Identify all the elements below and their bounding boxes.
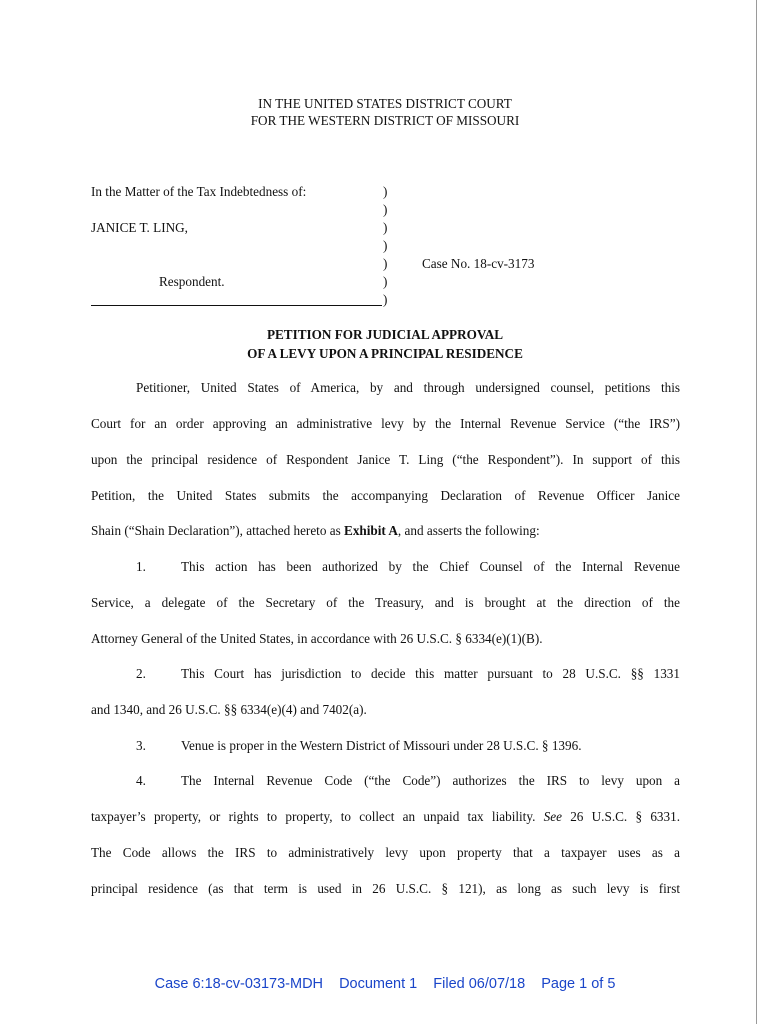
ecf-footer-stamp <box>0 976 770 992</box>
caption-paren: ) <box>383 292 388 307</box>
paragraph-line: This Court has jurisdiction to decide this matter pursuant to 28 U.S.C. §§ 1331 <box>181 666 680 681</box>
paragraph-number: 2. <box>136 666 146 681</box>
paragraph-line: principal residence (as that term is used in 26 U.S.C. § 121), as long as such levy is first <box>91 881 680 896</box>
page-edge <box>756 0 757 1024</box>
petition-title <box>0 325 770 363</box>
caption-matter: In the Matter of the Tax Indebtedness of: <box>91 184 307 199</box>
exhibit-reference: Exhibit A <box>344 523 398 538</box>
intro-text: , and asserts the following: <box>397 523 540 538</box>
intro-line: Petition, the United States submits the accompanying Declaration of Revenue Officer Janice <box>91 488 680 503</box>
footer-case: Case 6:18-cv-03173-MDH <box>154 976 324 992</box>
caption-paren: ) <box>383 274 388 289</box>
title-line: PETITION FOR JUDICIAL APPROVAL <box>266 327 504 342</box>
court-heading <box>0 95 770 129</box>
caption-respondent-name: JANICE T. LING, <box>91 220 188 235</box>
court-district: FOR THE WESTERN DISTRICT OF MISSOURI <box>250 113 520 128</box>
paragraph-number: 1. <box>136 559 146 574</box>
title-line: OF A LEVY UPON A PRINCIPAL RESIDENCE <box>247 346 523 361</box>
caption-respondent-role: Respondent. <box>159 274 225 289</box>
paragraph-line: and 1340, and 26 U.S.C. §§ 6334(e)(4) and 7402(a). <box>91 702 367 717</box>
footer-page: Page 1 of 5 <box>541 976 616 992</box>
caption-paren: ) <box>383 220 388 235</box>
paragraph-text: 26 U.S.C. § 6331. <box>561 809 680 824</box>
paragraph-line <box>91 808 680 826</box>
intro-line: Court for an order approving an administrative levy by the Internal Revenue Service (“the IRS”) <box>91 416 680 431</box>
paragraph-number: 3. <box>136 738 146 753</box>
footer-document: Document 1 <box>339 976 418 992</box>
paragraph-line: Attorney General of the United States, in accordance with 26 U.S.C. § 6334(e)(1)(B). <box>91 631 543 646</box>
intro-line: upon the principal residence of Respondent Janice T. Ling (“the Respondent”). In support of this <box>91 452 680 467</box>
paragraph-line: Service, a delegate of the Secretary of the Treasury, and is brought at the direction of the <box>91 595 680 610</box>
citation-signal: See <box>543 809 562 824</box>
footer-filed: Filed 06/07/18 <box>433 976 526 992</box>
intro-text: Shain (“Shain Declaration”), attached hereto as <box>91 523 345 538</box>
paragraph-line: Venue is proper in the Western District of Missouri under 28 U.S.C. § 1396. <box>181 738 582 753</box>
paragraph-number: 4. <box>136 773 146 788</box>
paragraph-line: The Internal Revenue Code (“the Code”) authorizes the IRS to levy upon a <box>181 773 680 788</box>
case-number: Case No. 18-cv-3173 <box>422 256 535 271</box>
caption-parentheses <box>383 183 395 309</box>
court-name: IN THE UNITED STATES DISTRICT COURT <box>258 96 512 111</box>
paragraph-line: The Code allows the IRS to administratively levy upon property that a taxpayer uses as a <box>91 845 680 860</box>
caption-paren: ) <box>383 184 388 199</box>
intro-line <box>91 522 680 540</box>
intro-line: Petitioner, United States of America, by and through undersigned counsel, petitions this <box>136 380 680 395</box>
paragraph-text: taxpayer’s property, or rights to property, to collect an unpaid tax liability. <box>91 809 544 824</box>
paragraph-line: This action has been authorized by the Chief Counsel of the Internal Revenue <box>181 559 680 574</box>
caption-paren: ) <box>383 202 388 217</box>
caption-paren: ) <box>383 238 388 253</box>
caption-rule <box>91 305 382 306</box>
caption-paren: ) <box>383 256 388 271</box>
